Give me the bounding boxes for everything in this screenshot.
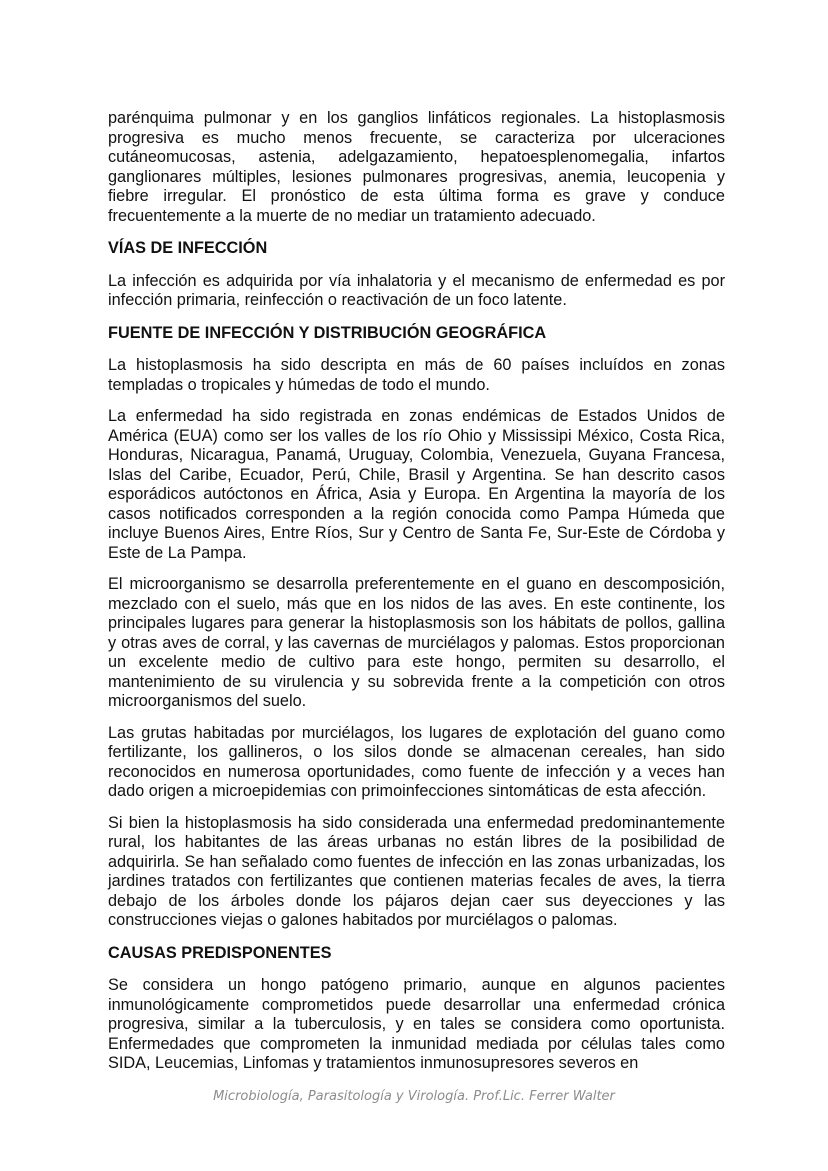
document-body — [108, 109, 725, 1074]
paragraph-vias: La infección es adquirida por vía inhalatoria y el mecanismo de enfermedad es por infección primaria, reinfección o reactivación de un foco latente. — [108, 271, 725, 309]
paragraph-intro: parénquima pulmonar y en los ganglios linfáticos regionales. La histoplasmosis progresiva es mucho menos frecuente, se caracteriza por ulceraciones cutáneomucosas, astenia, adelgazamiento, hepatoesplenomegalia, infartos ganglionares múltiples, lesiones pulmonares progresivas, anemia, leucopenia y fiebre irregular. El pronóstico de esta última forma es grave y conduce frecuentemente a la muerte de no mediar un tratamiento adecuado. — [108, 109, 725, 225]
paragraph-fuente-2: La enfermedad ha sido registrada en zonas endémicas de Estados Unidos de América (EUA) como ser los valles de los río Ohio y Mississipi México, Costa Rica, Honduras, Nicaragua, Panamá, Uruguay, Colombia, Venezuela, Guyana Francesa, Islas del Caribe, Ecuador, Perú, Chile, Brasil y Argentina. Se han descrito casos esporádicos autóctonos en África, Asia y Europa. En Argentina la mayoría de los casos notificados corresponden a la región conocida como Pampa Húmeda que incluye Buenos Aires, Entre Ríos, Sur y Centro de Santa Fe, Sur-Este de Córdoba y Este de La Pampa. — [108, 407, 725, 562]
heading-causas-predisponentes: CAUSAS PREDISPONENTES — [108, 943, 332, 962]
heading-vias-de-infeccion: VÍAS DE INFECCIÓN — [108, 239, 268, 257]
paragraph-fuente-4: Las grutas habitadas por murciélagos, los lugares de explotación del guano como fertilizante, los gallineros, o los silos donde se almacenan cereales, han sido reconocidos en numerosa oportunidades, como fuente de infección y a veces han dado origen a microepidemias con primoinfecciones sintomáticas de esta afección. — [108, 723, 725, 800]
paragraph-fuente-5: Si bien la histoplasmosis ha sido considerada una enfermedad predominantemente rural, los habitantes de las áreas urbanas no están libres de la posibilidad de adquirirla. Se han señalado como fuentes de infección en las zonas urbanizadas, los jardines tratados con fertilizantes que contienen materias fecales de aves, la tierra debajo de los árboles donde los pájaros dejan caer sus deyecciones y las construcciones viejas o galones habitados por murciélagos o palomas. — [108, 813, 725, 929]
paragraph-causas: Se considera un hongo patógeno primario, aunque en algunos pacientes inmunológicamente comprometidos puede desarrollar una enfermedad crónica progresiva, similar a la tuberculosis, y en tales se considera como oportunista. Enfermedades que comprometen la inmunidad mediada por células tales como SIDA, Leucemias, Linfomas y tratamientos inmunosupresores severos en — [108, 976, 725, 1072]
heading-fuente-de-infeccion: FUENTE DE INFECCIÓN Y DISTRIBUCIÓN GEOGRÁFICA — [108, 323, 547, 342]
paragraph-fuente-3: El microorganismo se desarrolla preferentemente en el guano en descomposición, mezclado con el suelo, más que en los nidos de las aves. En este continente, los principales lugares para generar la histoplasmosis son los hábitats de pollos, gallina y otras aves de corral, y las cavernas de murciélagos y palomas. Estos proporcionan un excelente medio de cultivo para este hongo, permiten su desarrollo, el mantenimiento de su virulencia y su sobrevida frente a la competición con otros microorganismos del suelo. — [108, 575, 725, 710]
paragraph-fuente-1: La histoplasmosis ha sido descripta en más de 60 países incluídos en zonas templadas o tropicales y húmedas de todo el mundo. — [108, 356, 725, 394]
page-footer: Microbiología, Parasitología y Virología. Prof.Lic. Ferrer Walter — [213, 1089, 615, 1104]
